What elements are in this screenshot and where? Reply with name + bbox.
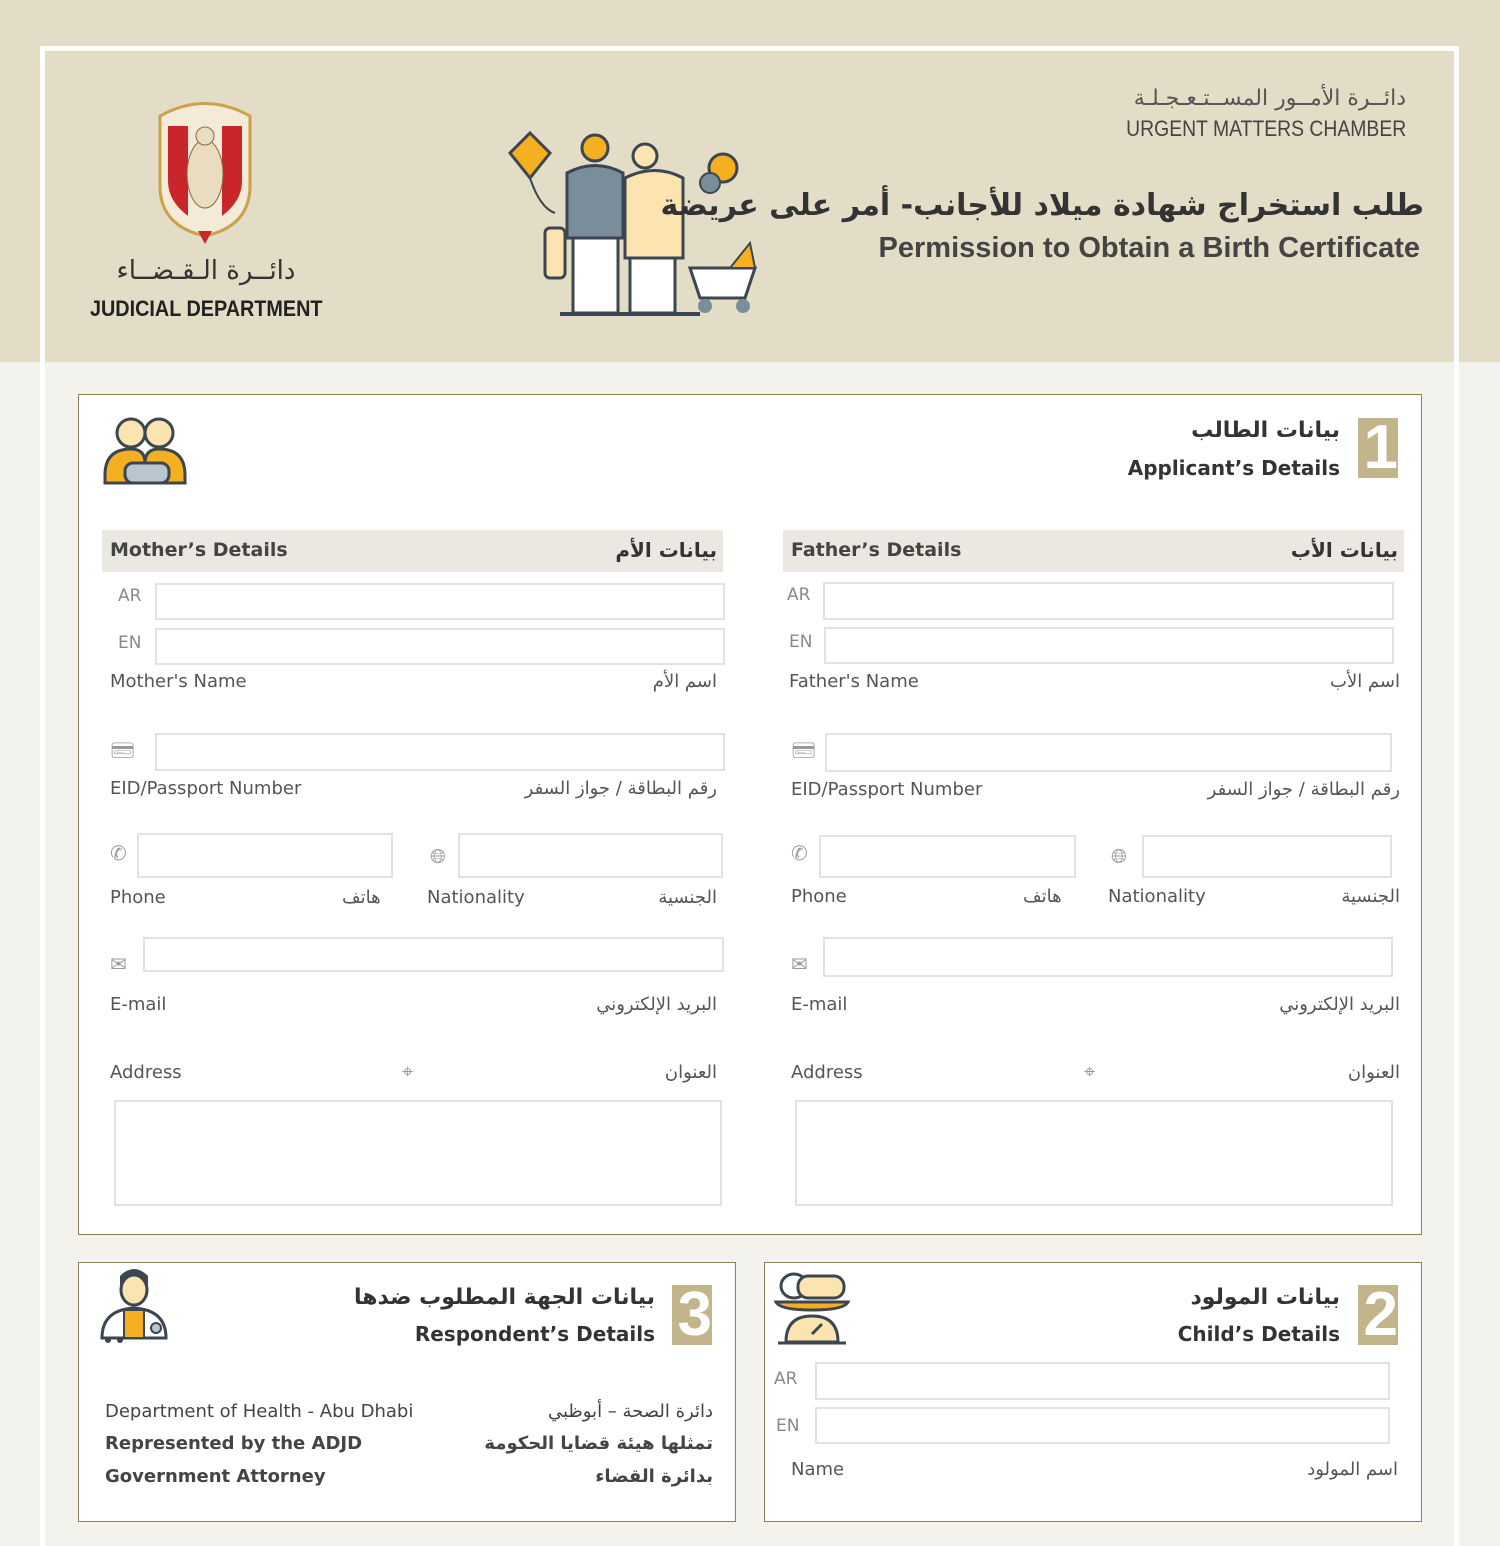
ar-label: AR: [787, 585, 811, 605]
address-label-en: Address: [110, 1062, 182, 1083]
nationality-label-en: Nationality: [427, 887, 525, 908]
father-details: [783, 530, 1406, 1210]
id-label-en: EID/Passport Number: [110, 778, 302, 799]
child-name-ar-input[interactable]: [815, 1362, 1390, 1400]
nationality-label-ar: الجنسية: [658, 887, 717, 908]
en-label: EN: [789, 632, 813, 652]
mother-name-ar-input[interactable]: [155, 583, 725, 620]
email-label-en: E-mail: [110, 994, 167, 1015]
id-label-ar: رقم البطاقة / جواز السفر: [1207, 779, 1400, 800]
child-name-en-input[interactable]: [815, 1407, 1390, 1444]
id-card-icon: 💳︎: [110, 738, 136, 762]
father-nationality-input[interactable]: [1142, 835, 1392, 878]
email-label-ar: البريد الإلكتروني: [596, 994, 717, 1015]
family-illustration: [505, 128, 760, 318]
section3-title-en: Respondent’s Details: [414, 1322, 655, 1346]
father-name-en-input[interactable]: [824, 627, 1394, 664]
mother-details: [102, 530, 725, 1210]
section2-title-ar: بيانات المولود: [1190, 1285, 1340, 1310]
form-title-ar: طلب استخراج شهادة ميلاد للأجانب- أمر على عريضة: [660, 188, 1424, 223]
phone-label-ar: هاتف: [1023, 886, 1062, 907]
envelope-icon: ✉︎: [110, 952, 127, 976]
nationality-label-en: Nationality: [1108, 886, 1206, 907]
child-name-label-ar: اسم المولود: [1307, 1459, 1398, 1480]
email-label-ar: البريد الإلكتروني: [1279, 994, 1400, 1015]
respondent-line3-ar: بدائرة القضاء: [595, 1466, 713, 1487]
respondent-line1-en: Department of Health - Abu Dhabi: [105, 1401, 414, 1422]
section-number-3: 3: [672, 1285, 712, 1345]
id-card-icon: 💳︎: [791, 738, 817, 762]
chamber-name-en: URGENT MATTERS CHAMBER: [1125, 116, 1406, 141]
name-label-en: Father's Name: [789, 671, 919, 692]
father-phone-input[interactable]: [819, 835, 1076, 878]
nationality-label-ar: الجنسية: [1341, 886, 1400, 907]
father-title-ar: بيانات الأب: [1290, 538, 1398, 562]
doctor-icon: [98, 1266, 170, 1350]
respondent-line3-en: Government Attorney: [105, 1466, 326, 1487]
section-number-2: 2: [1358, 1285, 1398, 1345]
mother-id-input[interactable]: [155, 733, 725, 771]
parents-icon: [103, 413, 187, 491]
phone-label-en: Phone: [791, 886, 847, 907]
name-label-en: Mother's Name: [110, 671, 247, 692]
respondent-line1-ar: دائرة الصحة – أبوظبي: [548, 1401, 713, 1422]
section2-title-en: Child’s Details: [1177, 1322, 1340, 1346]
location-pin-icon: ⌖: [402, 1059, 414, 1083]
org-name-ar: دائــرة الـقـضــاء: [116, 256, 296, 286]
en-label: EN: [776, 1416, 800, 1436]
mother-nationality-input[interactable]: [458, 833, 723, 878]
location-pin-icon: ⌖: [1084, 1059, 1096, 1083]
globe-icon: 🌐︎: [430, 844, 446, 868]
chamber-name-ar: دائــرة الأمــور المســتـعـجـلـة: [1133, 86, 1406, 111]
address-label-en: Address: [791, 1062, 863, 1083]
mother-title-en: Mother’s Details: [110, 539, 288, 561]
section3-title-ar: بيانات الجهة المطلوب ضدها: [354, 1285, 655, 1310]
phone-label-en: Phone: [110, 887, 166, 908]
ar-label: AR: [118, 586, 142, 606]
father-name-ar-input[interactable]: [823, 582, 1394, 620]
father-address-textarea[interactable]: [795, 1100, 1393, 1206]
child-name-label-en: Name: [791, 1459, 845, 1480]
address-label-ar: العنوان: [1347, 1062, 1400, 1083]
name-label-ar: اسم الأب: [1330, 671, 1400, 692]
baby-scale-icon: [774, 1270, 850, 1350]
father-email-input[interactable]: [823, 937, 1393, 977]
emblem-logo: [150, 96, 260, 244]
phone-icon: ✆: [791, 841, 808, 865]
section1-title-ar: بيانات الطالب: [1191, 418, 1340, 443]
respondent-line2-ar: تمثلها هيئة قضايا الحكومة: [484, 1433, 713, 1454]
father-title-en: Father’s Details: [791, 539, 962, 561]
address-label-ar: العنوان: [664, 1062, 717, 1083]
email-label-en: E-mail: [791, 994, 848, 1015]
name-label-ar: اسم الأم: [652, 671, 717, 692]
respondent-line2-en: Represented by the ADJD: [105, 1433, 363, 1454]
section1-title-en: Applicant’s Details: [1127, 456, 1340, 480]
mother-email-input[interactable]: [143, 937, 724, 972]
phone-icon: ✆: [110, 841, 127, 865]
id-label-en: EID/Passport Number: [791, 779, 983, 800]
envelope-icon: ✉︎: [791, 952, 808, 976]
phone-label-ar: هاتف: [342, 887, 381, 908]
mother-address-textarea[interactable]: [114, 1100, 722, 1206]
ar-label: AR: [774, 1369, 798, 1389]
section-number-1: 1: [1358, 418, 1398, 478]
form-title-en: Permission to Obtain a Birth Certificate: [878, 232, 1420, 264]
en-label: EN: [118, 633, 142, 653]
mother-name-en-input[interactable]: [155, 628, 725, 665]
mother-title-ar: بيانات الأم: [615, 538, 717, 562]
org-name-en: JUDICIAL DEPARTMENT: [90, 296, 323, 321]
globe-icon: 🌐︎: [1111, 844, 1127, 868]
father-id-input[interactable]: [825, 733, 1392, 772]
id-label-ar: رقم البطاقة / جواز السفر: [524, 778, 717, 799]
mother-phone-input[interactable]: [137, 833, 393, 878]
